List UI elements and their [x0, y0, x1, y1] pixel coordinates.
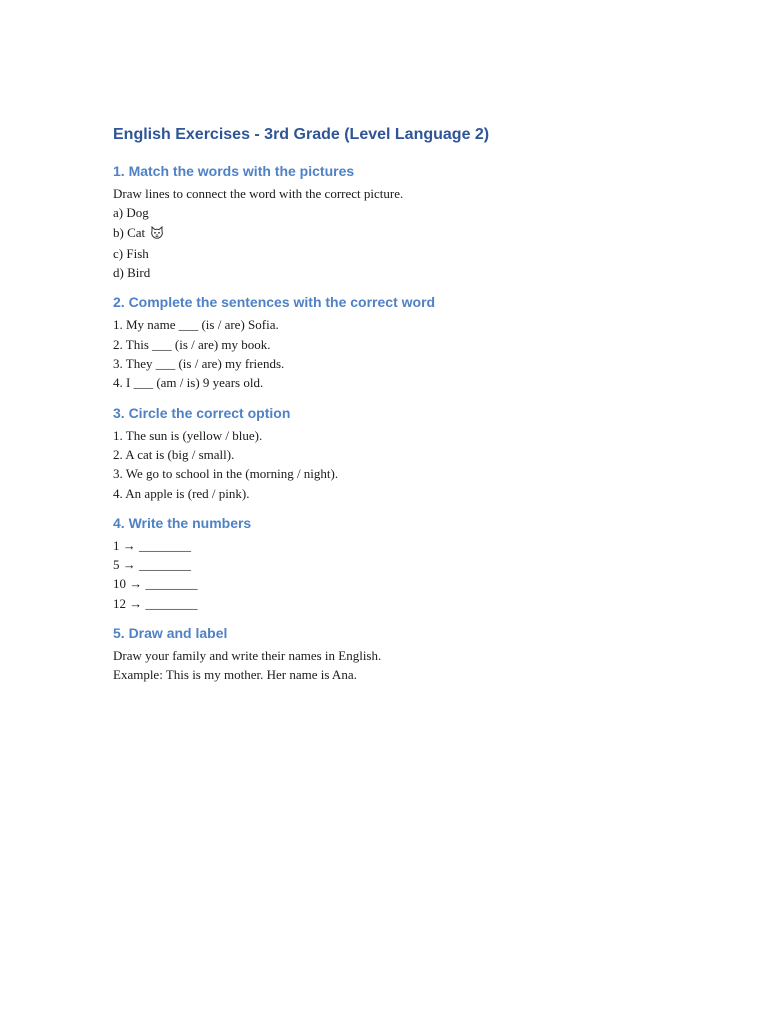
document-title: English Exercises - 3rd Grade (Level Language 2) [113, 126, 490, 143]
list-item: 4. I ___ (am / is) 9 years old. [113, 375, 264, 391]
section-draw-label [113, 624, 673, 685]
list-item: 12 → ________ [113, 595, 198, 611]
list-item: 2. This ___ (is / are) my book. [113, 336, 271, 352]
section-heading: 4. Write the numbers [113, 514, 252, 531]
list-item-text: b) Cat [113, 224, 146, 240]
list-item: c) Fish [113, 245, 149, 261]
list-item-cat [113, 223, 673, 244]
list-item: a) Dog [113, 205, 149, 221]
cat-face-icon [150, 225, 164, 244]
list-item: 4. An apple is (red / pink). [113, 485, 250, 501]
instruction-line: Draw lines to connect the word with the correct picture. [113, 186, 404, 201]
list-item: 1 → ________ [113, 537, 191, 553]
instruction-line: Draw your family and write their names in English. [113, 648, 382, 664]
list-item: 1. My name ___ (is / are) Sofia. [113, 317, 279, 333]
section-match-words [113, 162, 673, 282]
section-heading: 1. Match the words with the pictures [113, 163, 355, 179]
list-item: 1. The sun is (yellow / blue). [113, 427, 263, 443]
section-heading: 5. Draw and label [113, 625, 228, 642]
section-complete-sentences [113, 293, 673, 392]
list-item: 2. A cat is (big / small). [113, 446, 235, 462]
list-item: 5 → ________ [113, 557, 191, 573]
list-item: 10 → ________ [113, 576, 198, 592]
list-item: 3. They ___ (is / are) my friends. [113, 356, 285, 372]
section-heading: 3. Circle the correct option [113, 404, 291, 421]
list-item: 3. We go to school in the (morning / night). [113, 466, 339, 482]
section-heading: 2. Complete the sentences with the correct word [113, 294, 436, 311]
list-item: d) Bird [113, 265, 151, 281]
document-content [113, 124, 673, 696]
section-write-numbers [113, 514, 673, 613]
example-line: Example: This is my mother. Her name is Ana. [113, 667, 357, 683]
section-circle-option [113, 404, 673, 503]
